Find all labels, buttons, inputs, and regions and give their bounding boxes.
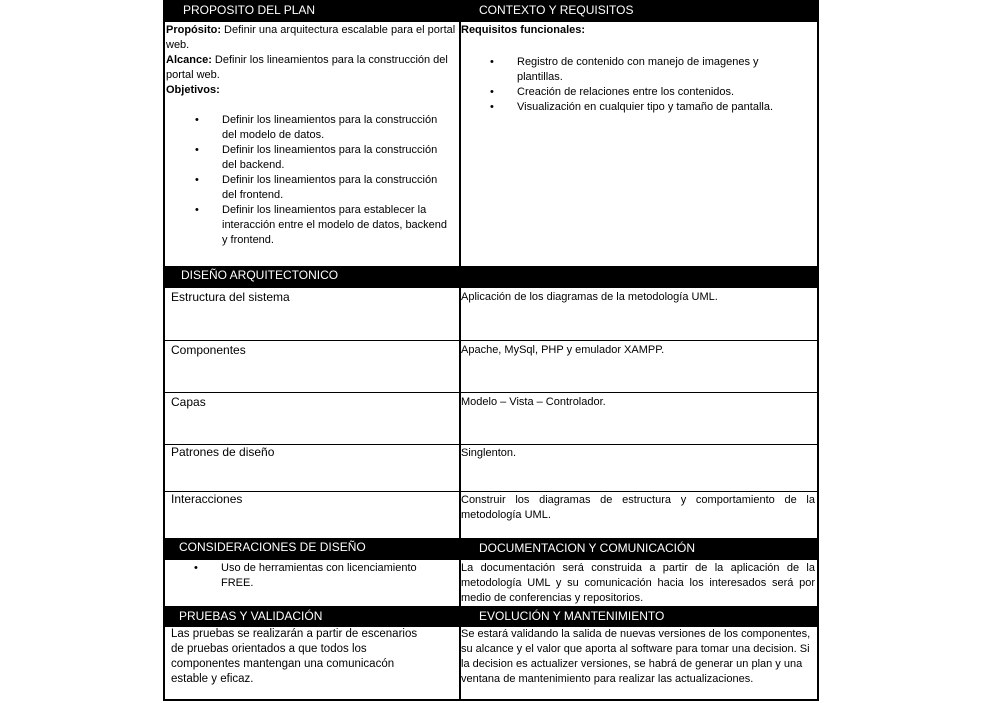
proposito-cell [165,22,459,266]
diseno-label-capas: Capas [165,393,459,444]
list-item: • Visualización en cualquier tipo y tamaño de pantalla. [461,100,777,115]
header-proposito: PROPOSITO DEL PLAN [183,3,316,17]
objetivos-list [166,113,459,248]
requisitos-label: Requisitos funcionales: [461,24,586,36]
list-item: • Registro de contenido con manejo de imagenes y plantillas. [461,55,777,85]
diseno-label-componentes: Componentes [165,341,459,392]
alcance-label: Alcance: [166,54,212,66]
list-item: • Definir los lineamientos para establecer la interacción entre el modelo de datos, backend y frontend. [166,203,451,248]
list-item: • Definir los lineamientos para la construcción del modelo de datos. [166,113,451,143]
diseno-value-estructura: Aplicación de los diagramas de la metodología UML. [461,288,817,340]
objetivos-label: Objetivos: [166,84,220,96]
proposito-text: Definir una arquitectura escalable para el portal web. [166,24,456,51]
requisitos-list [461,55,817,115]
pruebas-cell: Las pruebas se realizarán a partir de escenarios de pruebas orientados a que todos los componentes mantengan una comunicacón estable y eficaz. [165,627,459,699]
consideraciones-list [165,561,439,591]
diseno-label-estructura: Estructura del sistema [165,288,459,340]
evolucion-cell: Se estará validando la salida de nuevas versiones de los componentes, su alcance y el valor que aporta al software para tomar una decision. Si la decision es actualizer versiones, se habrá de generar un plan y una ventana de mantenimiento para realizar las actualizaciones. [461,627,817,699]
proposito-line [166,23,459,53]
documentacion-cell: La documentación será construida a partir de la aplicación de la metodología UML y su comunicación hacia los interesados será por medio de conferencias y repositorios. [461,562,815,604]
diseno-value-patrones: Singlenton. [461,445,817,491]
header-contexto: CONTEXTO Y REQUISITOS [479,3,634,17]
diseno-value-componentes: Apache, MySql, PHP y emulador XAMPP. [461,341,817,392]
proposito-label: Propósito: [166,24,221,36]
header-consideraciones: CONSIDERACIONES DE DISEÑO [179,540,366,554]
plan-document-table [163,0,819,701]
header-documentacion: DOCUMENTACION Y COMUNICACIÓN [479,541,696,555]
header-evolucion: EVOLUCIÓN Y MANTENIMIENTO [479,609,665,623]
diseno-label-patrones: Patrones de diseño [165,445,459,491]
list-item: • Uso de herramientas con licenciamiento FREE. [165,561,439,591]
diseno-value-capas: Modelo – Vista – Controlador. [461,393,817,444]
contexto-cell [461,22,817,266]
diseno-value-interacciones: Construir los diagramas de estructura y comportamiento de la metodología UML. [461,492,817,538]
consideraciones-cell [165,560,459,606]
diseno-label-interacciones: Interacciones [165,492,459,538]
header-diseno: DISEÑO ARQUITECTONICO [181,268,339,282]
list-item: • Creación de relaciones entre los contenidos. [461,85,777,100]
list-item: • Definir los lineamientos para la construcción del frontend. [166,173,451,203]
header-pruebas: PRUEBAS Y VALIDACIÓN [179,609,323,623]
list-item: • Definir los lineamientos para la construcción del backend. [166,143,451,173]
alcance-text: Definir los lineamientos para la construcción del portal web. [166,54,448,81]
alcance-line [166,53,459,83]
